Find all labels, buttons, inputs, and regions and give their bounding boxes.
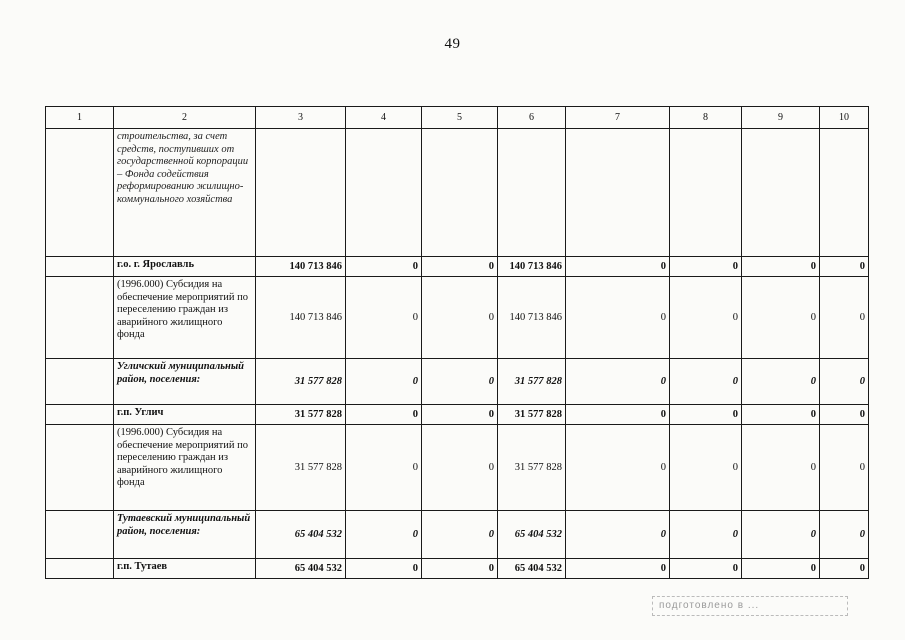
value-cell: 65 404 532 — [256, 559, 346, 579]
value-cell: 0 — [820, 359, 869, 405]
row-name-cell: (1996.000) Субсидия на обеспечение мероприятий по переселению граждан из аварийного жилищного фонда — [114, 277, 256, 359]
value-cell: 140 713 846 — [256, 257, 346, 277]
value-cell — [256, 129, 346, 257]
header-cell: 6 — [498, 107, 566, 129]
value-cell: 0 — [346, 277, 422, 359]
table-row — [46, 277, 869, 359]
value-cell — [670, 129, 742, 257]
value-cell: 0 — [820, 511, 869, 559]
value-cell: 0 — [566, 511, 670, 559]
value-cell: 0 — [670, 425, 742, 511]
budget-table — [45, 106, 869, 579]
header-cell: 8 — [670, 107, 742, 129]
value-cell: 140 713 846 — [498, 277, 566, 359]
row-index-cell — [46, 359, 114, 405]
row-name-cell: г.о. г. Ярославль — [114, 257, 256, 277]
table-body — [46, 129, 869, 579]
header-cell: 1 — [46, 107, 114, 129]
row-name-cell: Тутаевский муниципальный район, поселения: — [114, 511, 256, 559]
value-cell: 0 — [422, 359, 498, 405]
value-cell: 140 713 846 — [256, 277, 346, 359]
row-name-cell: г.п. Углич — [114, 405, 256, 425]
value-cell: 65 404 532 — [498, 511, 566, 559]
table-row — [46, 405, 869, 425]
value-cell: 0 — [346, 359, 422, 405]
table-row — [46, 129, 869, 257]
row-index-cell — [46, 511, 114, 559]
value-cell: 0 — [422, 257, 498, 277]
value-cell: 0 — [742, 277, 820, 359]
row-index-cell — [46, 257, 114, 277]
value-cell — [422, 129, 498, 257]
value-cell: 0 — [670, 277, 742, 359]
value-cell: 31 577 828 — [256, 425, 346, 511]
header-cell: 10 — [820, 107, 869, 129]
value-cell — [820, 129, 869, 257]
value-cell: 0 — [566, 559, 670, 579]
value-cell: 0 — [670, 559, 742, 579]
value-cell: 0 — [422, 511, 498, 559]
value-cell: 31 577 828 — [498, 359, 566, 405]
row-name-cell: г.п. Тутаев — [114, 559, 256, 579]
value-cell: 0 — [820, 405, 869, 425]
value-cell: 0 — [422, 425, 498, 511]
value-cell: 31 577 828 — [256, 359, 346, 405]
value-cell: 31 577 828 — [256, 405, 346, 425]
value-cell: 0 — [670, 257, 742, 277]
value-cell: 65 404 532 — [256, 511, 346, 559]
header-cell: 9 — [742, 107, 820, 129]
header-cell: 3 — [256, 107, 346, 129]
value-cell: 0 — [566, 277, 670, 359]
value-cell — [498, 129, 566, 257]
table-row — [46, 559, 869, 579]
header-cell: 7 — [566, 107, 670, 129]
header-row — [46, 107, 869, 129]
row-index-cell — [46, 425, 114, 511]
value-cell: 0 — [566, 257, 670, 277]
value-cell: 0 — [346, 425, 422, 511]
value-cell: 0 — [742, 405, 820, 425]
row-index-cell — [46, 405, 114, 425]
value-cell: 0 — [820, 277, 869, 359]
row-index-cell — [46, 559, 114, 579]
table-row — [46, 425, 869, 511]
value-cell: 0 — [346, 511, 422, 559]
value-cell: 0 — [346, 405, 422, 425]
header-cell: 5 — [422, 107, 498, 129]
value-cell: 0 — [422, 405, 498, 425]
table-row — [46, 359, 869, 405]
value-cell — [346, 129, 422, 257]
value-cell: 0 — [422, 277, 498, 359]
value-cell: 0 — [670, 511, 742, 559]
value-cell — [742, 129, 820, 257]
row-name-cell: Угличский муниципальный район, поселения: — [114, 359, 256, 405]
value-cell: 0 — [742, 359, 820, 405]
table-row — [46, 257, 869, 277]
value-cell: 31 577 828 — [498, 425, 566, 511]
value-cell: 0 — [742, 257, 820, 277]
row-name-cell: (1996.000) Субсидия на обеспечение мероприятий по переселению граждан из аварийного жилищного фонда — [114, 425, 256, 511]
header-cell: 2 — [114, 107, 256, 129]
value-cell: 0 — [742, 425, 820, 511]
value-cell: 0 — [566, 425, 670, 511]
value-cell: 31 577 828 — [498, 405, 566, 425]
value-cell — [566, 129, 670, 257]
row-index-cell — [46, 129, 114, 257]
value-cell: 0 — [820, 425, 869, 511]
value-cell: 0 — [346, 257, 422, 277]
page-number: 49 — [444, 36, 461, 52]
value-cell: 0 — [566, 405, 670, 425]
value-cell: 0 — [742, 511, 820, 559]
value-cell: 65 404 532 — [498, 559, 566, 579]
value-cell: 140 713 846 — [498, 257, 566, 277]
value-cell: 0 — [742, 559, 820, 579]
row-index-cell — [46, 277, 114, 359]
value-cell: 0 — [670, 359, 742, 405]
value-cell: 0 — [670, 405, 742, 425]
value-cell: 0 — [346, 559, 422, 579]
value-cell: 0 — [422, 559, 498, 579]
value-cell: 0 — [820, 559, 869, 579]
value-cell: 0 — [566, 359, 670, 405]
row-name-cell: строительства, за счет средств, поступивших от государственной корпорации – Фонда содействия реформированию жилищно-коммунального хозяйства — [114, 129, 256, 257]
footer-stamp: подготовлено в ... — [652, 596, 848, 616]
header-cell: 4 — [346, 107, 422, 129]
value-cell: 0 — [820, 257, 869, 277]
table-row — [46, 511, 869, 559]
